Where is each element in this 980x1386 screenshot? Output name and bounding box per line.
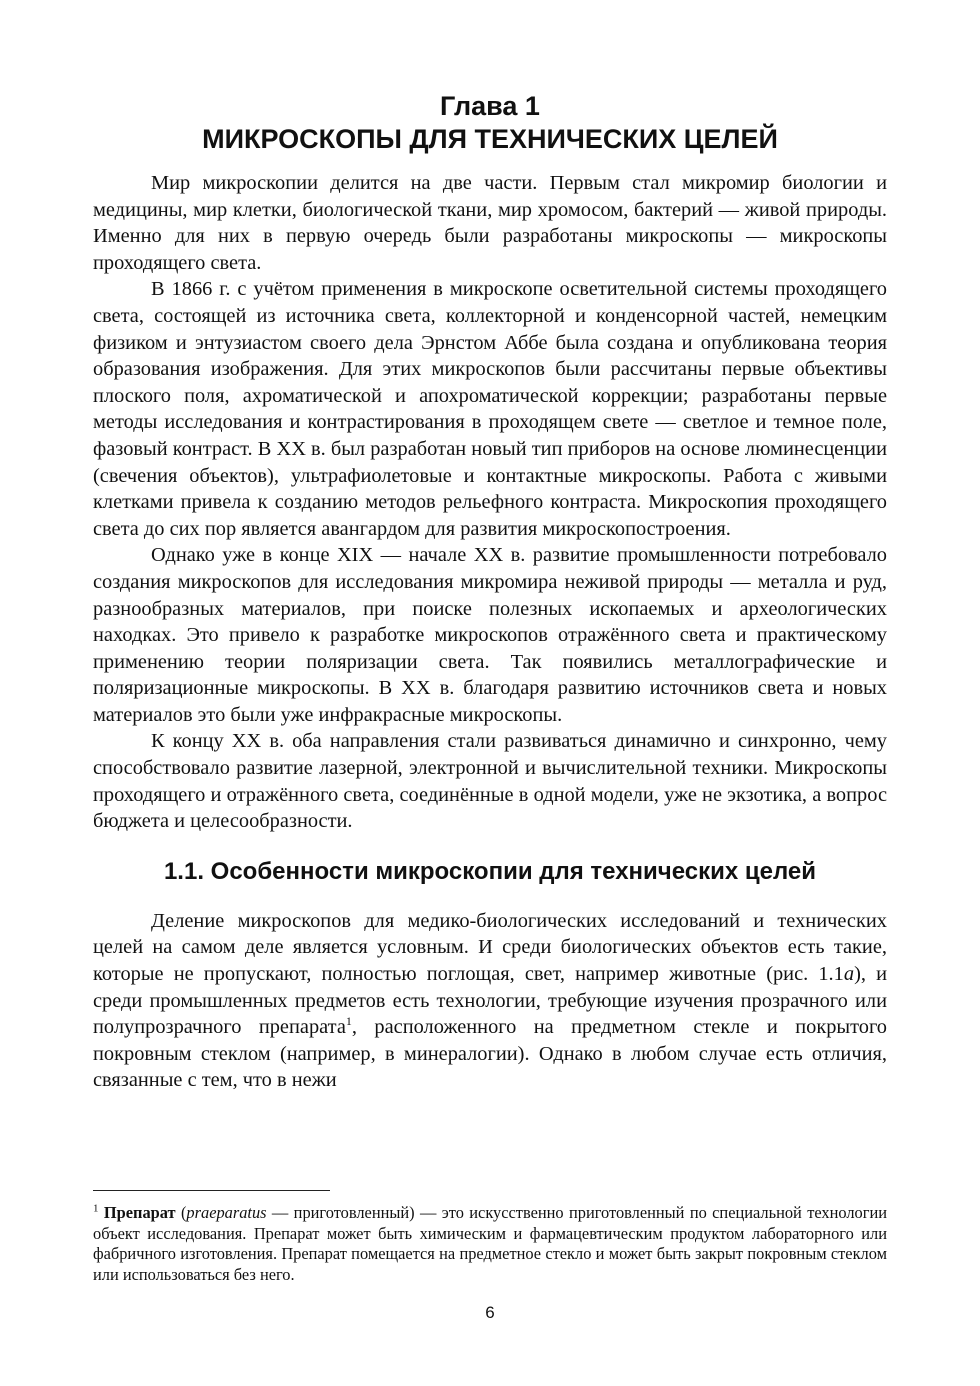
footnote	[93, 1203, 887, 1285]
footnote-open-paren: (	[175, 1203, 187, 1222]
intro-paragraph-1: Мир микроскопии делится на две части. Первым стал микромир биологии и медицины, мир клетки, биологической ткани, мир хромосом, бактерий — живой природы. Именно для них в первую очередь были разработаны микроскопы — микроскопы проходящего света.	[93, 172, 887, 274]
section-paragraph-text-2: ), и среди промышленных предметов есть технологии, требующие изучения прозрачного или полупрозрачного препарата	[93, 963, 887, 1039]
figure-reference: а	[843, 963, 855, 986]
section-paragraph	[93, 908, 887, 1094]
section-paragraph-text-3: , расположенного на предметном стекле и покрытого покровным стеклом (например, в минералогии). Однако в любом случае есть отличия, связанные с тем, что в нежи	[93, 1016, 888, 1092]
chapter-heading	[93, 90, 887, 156]
footnote-marker: 1	[93, 1202, 99, 1215]
chapter-number: Глава 1	[440, 91, 540, 121]
chapter-title: МИКРОСКОПЫ ДЛЯ ТЕХНИЧЕСКИХ ЦЕЛЕЙ	[202, 124, 778, 154]
section-paragraph-text-1: Деление микроскопов для медико-биологических исследований и технических целей на самом деле является условным. И среди биологических объектов есть такие, которые не пропускают, полностью поглощая, свет, например животные (рис. 1.1	[93, 909, 887, 986]
intro-paragraph-2: В 1866 г. с учётом применения в микроскопе осветительной системы проходящего света, состоящей из источника света, коллекторной и конденсорной частей, немецким физиком и энтузиастом своего дела Эрнстом Аббе была создана и опубликована теория образования изображения. Для этих микроскопов были рассчитаны первые объективы плоского поля, ахроматической и апохроматической коррекции; разработаны первые методы исследования и контрастирования в проходящем свете — светлое и темное поле, фазовый контраст. В XX в. был разработан новый тип приборов на основе люминесценции (свечения объектов), ультрафиолетовые и контактные микроскопы. Работа с живыми клетками привела к созданию методов рельефного контраста. Микроскопия проходящего света до сих пор является авангардом для развития микроскопостроения.	[93, 278, 887, 540]
footnote-text: — приготовленный) — это искусственно приготовленный по специальной технологии объект исследования. Препарат может быть химическим и фармацевтическим продуктом лабораторного или фабричного изготовления. Препарат помещается на предметное стекло и может быть закрыт покровным стеклом или использоваться без него.	[93, 1203, 887, 1284]
page-content	[93, 90, 887, 1094]
intro-paragraph-3: Однако уже в конце XIX — начале XX в. развитие промышленности потребовало создания микроскопов для исследования микромира неживой природы — металла и руд, разнообразных материалов, при поиске полезных ископаемых и археологических находках. Это привело к разработке микроскопов отражённого света и практическому применению теории поляризации света. Так появились металлографические и поляризационные микроскопы. В XX в. благодаря развитию источников света и новых материалов это были уже инфракрасные микроскопы.	[93, 544, 887, 726]
intro-paragraph-4: К концу XX в. оба направления стали развиваться динамично и синхронно, чему способствовало развитие лазерной, электронной и вычислительной техники. Микроскопы проходящего и отражённого света, соединённые в одной модели, уже не экзотика, а вопрос бюджета и целесообразности.	[93, 730, 887, 833]
footnote-term: Препарат	[103, 1203, 176, 1222]
footnote-reference[interactable]: 1	[345, 1014, 352, 1029]
page-number: 6	[485, 1303, 495, 1322]
section-heading: 1.1. Особенности микроскопии для технических целей	[163, 857, 817, 885]
footnote-latin-term: praeparatus	[186, 1203, 267, 1222]
footnote-divider	[93, 1190, 330, 1191]
